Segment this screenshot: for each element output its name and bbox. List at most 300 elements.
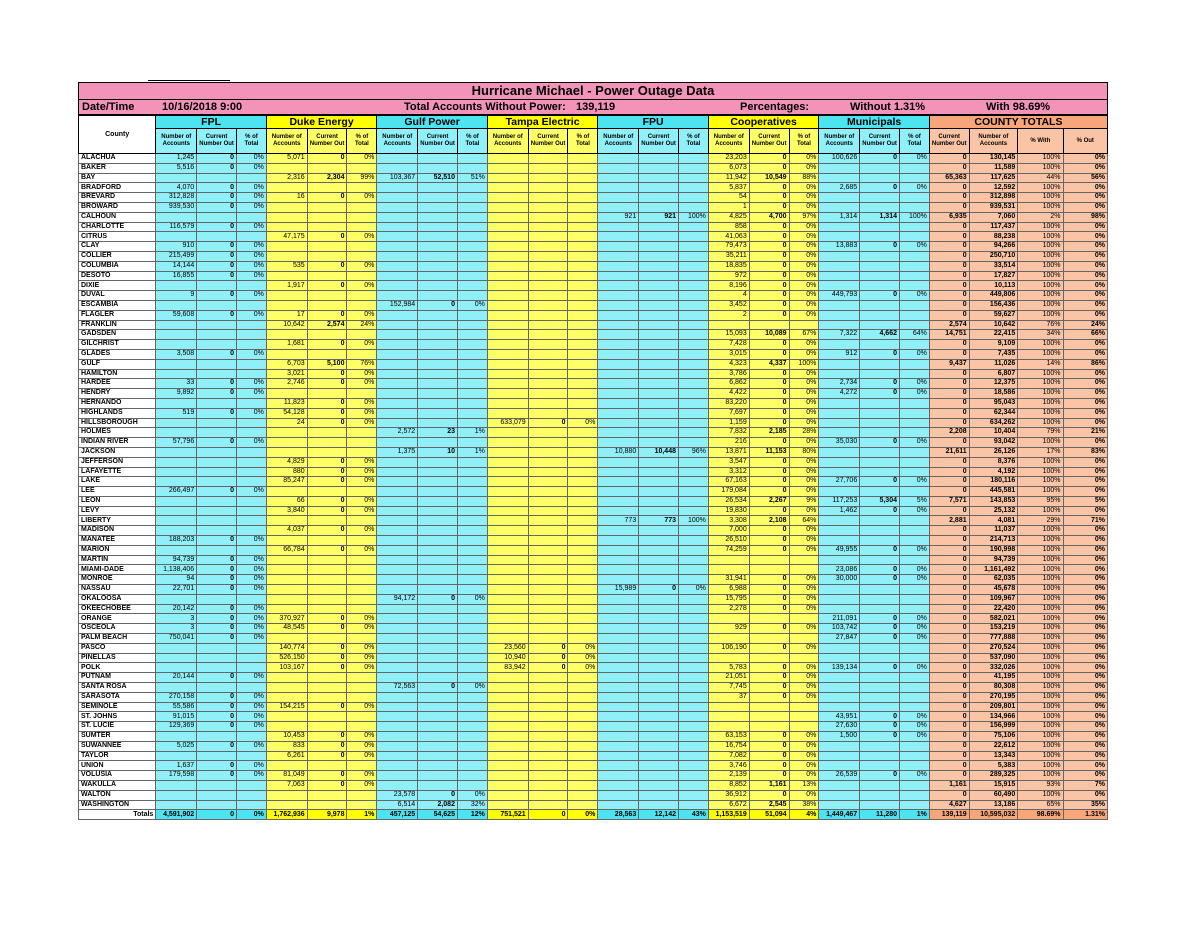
table-row <box>79 732 1108 742</box>
date-label: Date/Time <box>82 101 135 113</box>
table-cell <box>307 555 347 565</box>
table-cell <box>679 555 709 565</box>
table-cell: 0 <box>307 663 347 673</box>
table-cell <box>679 398 709 408</box>
table-cell: 0% <box>1063 702 1107 712</box>
table-cell: 34% <box>1018 330 1063 340</box>
table-cell <box>457 516 487 526</box>
table-cell <box>749 565 789 575</box>
table-cell <box>156 781 197 791</box>
table-cell: 211,091 <box>819 614 860 624</box>
sub-header: Number of Accounts <box>487 129 528 154</box>
with-pct: With 98.69% <box>986 101 1051 113</box>
table-cell <box>237 800 267 810</box>
totals-cell: 1,153,519 <box>708 810 749 820</box>
table-cell <box>377 643 418 653</box>
county-name: OKALOOSA <box>79 594 156 604</box>
table-cell <box>679 712 709 722</box>
table-cell <box>528 467 568 477</box>
table-cell <box>418 398 458 408</box>
table-cell: 266,497 <box>156 487 197 497</box>
table-cell <box>377 751 418 761</box>
table-cell: 2,185 <box>749 428 789 438</box>
table-cell <box>568 300 598 310</box>
table-cell <box>237 545 267 555</box>
table-cell <box>487 702 528 712</box>
totals-cell: 1% <box>347 810 377 820</box>
table-row <box>79 516 1108 526</box>
county-name: HENDRY <box>79 389 156 399</box>
table-cell <box>237 428 267 438</box>
table-cell: 22,701 <box>156 585 197 595</box>
table-cell <box>377 320 418 330</box>
table-cell: 0% <box>347 379 377 389</box>
table-row <box>79 634 1108 644</box>
table-cell: 0 <box>749 790 789 800</box>
table-cell <box>156 653 197 663</box>
table-cell <box>237 330 267 340</box>
county-name: PUTNAM <box>79 673 156 683</box>
table-cell <box>900 790 930 800</box>
table-cell: 0% <box>789 692 819 702</box>
table-cell: 2,316 <box>266 173 307 183</box>
table-cell <box>528 722 568 732</box>
table-cell <box>639 683 679 693</box>
totals-cell: 751,521 <box>487 810 528 820</box>
county-name: BAKER <box>79 163 156 173</box>
table-cell: 11,589 <box>969 163 1018 173</box>
table-cell <box>377 653 418 663</box>
table-cell: 16,855 <box>156 271 197 281</box>
table-cell <box>528 212 568 222</box>
table-cell: 179,084 <box>708 487 749 497</box>
table-cell: 0 <box>929 457 969 467</box>
table-cell: 0 <box>929 634 969 644</box>
table-cell <box>377 624 418 634</box>
table-cell: 0 <box>929 741 969 751</box>
table-cell: 0% <box>347 340 377 350</box>
table-cell: 8,852 <box>708 781 749 791</box>
table-cell <box>156 232 197 242</box>
table-cell <box>639 408 679 418</box>
table-cell <box>457 643 487 653</box>
table-cell: 0 <box>197 163 237 173</box>
table-cell <box>377 369 418 379</box>
table-cell <box>598 624 639 634</box>
table-cell <box>237 398 267 408</box>
table-cell <box>598 771 639 781</box>
table-cell: 0 <box>860 506 900 516</box>
table-cell <box>487 565 528 575</box>
table-cell: 0 <box>929 643 969 653</box>
table-cell <box>457 398 487 408</box>
sub-header: Current Number Out <box>860 129 900 154</box>
table-cell <box>900 673 930 683</box>
table-cell: 100% <box>1018 154 1063 164</box>
table-cell <box>900 526 930 536</box>
table-cell <box>900 555 930 565</box>
table-cell <box>197 340 237 350</box>
table-cell <box>266 212 307 222</box>
table-cell: 0 <box>749 271 789 281</box>
table-cell <box>528 732 568 742</box>
table-cell: 0 <box>749 594 789 604</box>
table-cell: 0 <box>929 261 969 271</box>
table-cell: 4 <box>708 291 749 301</box>
table-cell <box>900 281 930 291</box>
table-cell <box>156 545 197 555</box>
table-cell: 100% <box>1018 202 1063 212</box>
table-row <box>79 320 1108 330</box>
table-cell: 0 <box>929 614 969 624</box>
table-cell: 0 <box>749 643 789 653</box>
table-cell <box>568 242 598 252</box>
table-cell <box>568 761 598 771</box>
table-cell <box>860 447 900 457</box>
table-cell: 28% <box>789 428 819 438</box>
table-cell <box>598 604 639 614</box>
table-cell: 9,892 <box>156 389 197 399</box>
table-cell <box>900 585 930 595</box>
table-cell: 20,144 <box>156 673 197 683</box>
table-cell <box>789 320 819 330</box>
table-cell <box>639 340 679 350</box>
table-cell: 2,572 <box>377 428 418 438</box>
table-row <box>79 428 1108 438</box>
table-cell <box>528 359 568 369</box>
table-cell <box>457 477 487 487</box>
table-cell: 100% <box>1018 751 1063 761</box>
table-cell <box>708 555 749 565</box>
table-cell <box>487 261 528 271</box>
table-cell: 2,108 <box>749 516 789 526</box>
county-name: MARTIN <box>79 555 156 565</box>
table-row <box>79 555 1108 565</box>
county-name: COLLIER <box>79 251 156 261</box>
table-cell: 880 <box>266 467 307 477</box>
table-cell: 0% <box>237 310 267 320</box>
table-cell <box>860 222 900 232</box>
table-cell <box>457 242 487 252</box>
table-cell: 0% <box>1063 310 1107 320</box>
table-cell <box>679 781 709 791</box>
table-row <box>79 183 1108 193</box>
table-cell <box>528 673 568 683</box>
table-cell: 103,742 <box>819 624 860 634</box>
table-cell: 0% <box>347 281 377 291</box>
table-cell <box>377 585 418 595</box>
county-name: DUVAL <box>79 291 156 301</box>
county-name: SEMINOLE <box>79 702 156 712</box>
table-cell <box>487 379 528 389</box>
table-cell: 449,793 <box>819 291 860 301</box>
table-cell <box>307 604 347 614</box>
table-cell <box>679 673 709 683</box>
table-cell: 0 <box>929 154 969 164</box>
table-cell <box>639 349 679 359</box>
table-cell <box>598 741 639 751</box>
summary-bar <box>78 99 1108 115</box>
table-cell: 0 <box>929 389 969 399</box>
table-cell <box>266 251 307 261</box>
table-cell: 100% <box>679 516 709 526</box>
table-cell <box>598 565 639 575</box>
table-cell: 449,806 <box>969 291 1018 301</box>
table-cell: 100% <box>1018 692 1063 702</box>
table-cell <box>487 761 528 771</box>
table-cell <box>639 418 679 428</box>
table-cell: 100% <box>1018 771 1063 781</box>
table-cell: 37 <box>708 692 749 702</box>
table-cell: 0 <box>307 369 347 379</box>
table-cell <box>568 163 598 173</box>
table-cell: 0% <box>1063 673 1107 683</box>
table-cell <box>457 340 487 350</box>
table-cell: 0 <box>197 487 237 497</box>
table-cell: 0% <box>237 183 267 193</box>
table-cell <box>457 232 487 242</box>
table-cell: 85,247 <box>266 477 307 487</box>
table-cell <box>237 457 267 467</box>
table-cell <box>457 438 487 448</box>
table-cell: 0% <box>789 536 819 546</box>
table-cell <box>598 291 639 301</box>
table-cell: 0% <box>347 232 377 242</box>
table-cell: 0% <box>237 271 267 281</box>
table-cell: 83,942 <box>487 663 528 673</box>
table-cell: 858 <box>708 222 749 232</box>
table-cell: 0 <box>749 349 789 359</box>
table-row <box>79 340 1108 350</box>
table-cell <box>639 506 679 516</box>
table-cell: 1 <box>708 202 749 212</box>
table-cell: 0% <box>789 154 819 164</box>
table-cell <box>457 408 487 418</box>
table-cell: 0 <box>929 202 969 212</box>
table-cell <box>487 291 528 301</box>
table-cell: 100% <box>1018 673 1063 683</box>
table-cell <box>679 349 709 359</box>
table-cell: 0% <box>789 369 819 379</box>
table-cell: 100% <box>1018 614 1063 624</box>
table-cell: 0% <box>789 526 819 536</box>
table-cell <box>598 457 639 467</box>
table-cell: 0 <box>197 438 237 448</box>
table-cell <box>266 183 307 193</box>
county-name: MANATEE <box>79 536 156 546</box>
table-cell <box>598 271 639 281</box>
table-cell <box>639 712 679 722</box>
table-cell <box>377 761 418 771</box>
table-cell <box>679 193 709 203</box>
table-cell <box>307 634 347 644</box>
table-cell <box>418 653 458 663</box>
table-cell <box>347 163 377 173</box>
table-cell <box>377 506 418 516</box>
table-row <box>79 585 1108 595</box>
table-cell: 0% <box>1063 604 1107 614</box>
table-cell: 0 <box>307 457 347 467</box>
table-cell: 100% <box>1018 594 1063 604</box>
table-cell <box>679 359 709 369</box>
table-cell <box>639 722 679 732</box>
table-cell: 153,219 <box>969 624 1018 634</box>
table-cell <box>197 300 237 310</box>
total-value: 139,119 <box>576 101 616 113</box>
table-cell: 188,203 <box>156 536 197 546</box>
table-cell <box>347 428 377 438</box>
totals-row <box>79 810 1108 820</box>
table-cell: 0 <box>929 242 969 252</box>
table-cell <box>860 457 900 467</box>
table-cell: 0 <box>749 438 789 448</box>
table-cell <box>266 712 307 722</box>
table-cell <box>819 653 860 663</box>
table-cell: 0% <box>900 545 930 555</box>
table-cell: 100% <box>1018 300 1063 310</box>
county-name: SANTA ROSA <box>79 683 156 693</box>
table-cell: 0 <box>929 418 969 428</box>
table-cell: 116,579 <box>156 222 197 232</box>
table-cell: 0 <box>749 242 789 252</box>
table-cell <box>197 457 237 467</box>
table-cell: 3,840 <box>266 506 307 516</box>
table-cell <box>418 320 458 330</box>
table-cell <box>528 261 568 271</box>
table-cell: 0% <box>237 771 267 781</box>
table-cell: 59,627 <box>969 310 1018 320</box>
table-cell: 8,196 <box>708 281 749 291</box>
table-cell: 0% <box>789 487 819 497</box>
table-cell <box>598 575 639 585</box>
table-cell <box>307 447 347 457</box>
table-cell: 0% <box>1063 722 1107 732</box>
table-cell <box>237 320 267 330</box>
totals-cell: 98.69% <box>1018 810 1063 820</box>
group-header-row <box>79 116 1108 129</box>
table-cell <box>679 408 709 418</box>
table-cell: 0% <box>789 340 819 350</box>
table-cell <box>860 418 900 428</box>
table-cell <box>418 418 458 428</box>
table-cell: 100% <box>1018 526 1063 536</box>
table-cell: 4,337 <box>749 359 789 369</box>
table-cell <box>639 379 679 389</box>
table-cell: 22,612 <box>969 741 1018 751</box>
table-cell: 0 <box>749 193 789 203</box>
table-cell: 13,871 <box>708 447 749 457</box>
table-row <box>79 222 1108 232</box>
table-cell: 5% <box>1063 496 1107 506</box>
table-cell: 100% <box>1018 193 1063 203</box>
table-cell <box>819 359 860 369</box>
table-cell <box>487 634 528 644</box>
table-cell <box>708 702 749 712</box>
table-cell: 0% <box>1063 761 1107 771</box>
table-cell <box>377 261 418 271</box>
table-cell <box>266 800 307 810</box>
table-cell: 0 <box>929 369 969 379</box>
table-cell <box>377 242 418 252</box>
table-cell <box>377 408 418 418</box>
table-cell <box>679 732 709 742</box>
table-cell <box>598 506 639 516</box>
table-cell <box>487 712 528 722</box>
table-cell: 6,703 <box>266 359 307 369</box>
table-cell <box>156 467 197 477</box>
table-cell: 15,093 <box>708 330 749 340</box>
table-cell <box>156 369 197 379</box>
table-cell <box>418 526 458 536</box>
table-cell: 0% <box>789 163 819 173</box>
table-cell: 0% <box>900 722 930 732</box>
table-cell: 0 <box>929 771 969 781</box>
table-cell: 100% <box>1018 251 1063 261</box>
table-cell <box>819 487 860 497</box>
table-cell <box>900 467 930 477</box>
table-cell <box>418 634 458 644</box>
totals-cell: 0 <box>528 810 568 820</box>
table-cell: 0 <box>197 242 237 252</box>
table-cell <box>819 516 860 526</box>
totals-cell: 139,119 <box>929 810 969 820</box>
table-cell: 215,499 <box>156 251 197 261</box>
table-cell: 0% <box>347 781 377 791</box>
table-cell <box>237 496 267 506</box>
table-cell <box>639 624 679 634</box>
table-cell <box>457 222 487 232</box>
table-cell: 0 <box>197 624 237 634</box>
table-cell: 100% <box>1018 438 1063 448</box>
table-cell <box>347 594 377 604</box>
table-cell <box>347 447 377 457</box>
table-cell: 62,344 <box>969 408 1018 418</box>
county-name: INDIAN RIVER <box>79 438 156 448</box>
table-cell <box>197 790 237 800</box>
table-cell: 0% <box>1063 624 1107 634</box>
table-cell: 100% <box>1018 398 1063 408</box>
table-cell <box>749 614 789 624</box>
table-row <box>79 565 1108 575</box>
table-cell <box>568 281 598 291</box>
table-cell: 3 <box>156 624 197 634</box>
table-cell <box>860 643 900 653</box>
table-cell: 13,883 <box>819 242 860 252</box>
table-row <box>79 242 1108 252</box>
table-cell: 0% <box>237 154 267 164</box>
table-cell: 0 <box>307 526 347 536</box>
table-cell <box>639 545 679 555</box>
table-cell <box>528 251 568 261</box>
table-cell: 152,984 <box>377 300 418 310</box>
table-cell: 23,578 <box>377 790 418 800</box>
table-cell: 0 <box>749 300 789 310</box>
table-cell: 94,739 <box>969 555 1018 565</box>
table-cell: 6,807 <box>969 369 1018 379</box>
table-cell <box>568 193 598 203</box>
table-cell <box>457 281 487 291</box>
table-cell <box>197 447 237 457</box>
table-cell: 5,516 <box>156 163 197 173</box>
table-cell: 59,608 <box>156 310 197 320</box>
table-cell: 0 <box>749 310 789 320</box>
table-cell: 94,172 <box>377 594 418 604</box>
table-cell <box>679 261 709 271</box>
table-cell <box>266 565 307 575</box>
table-cell: 0 <box>197 722 237 732</box>
totals-cell: 1.31% <box>1063 810 1107 820</box>
table-cell <box>639 183 679 193</box>
